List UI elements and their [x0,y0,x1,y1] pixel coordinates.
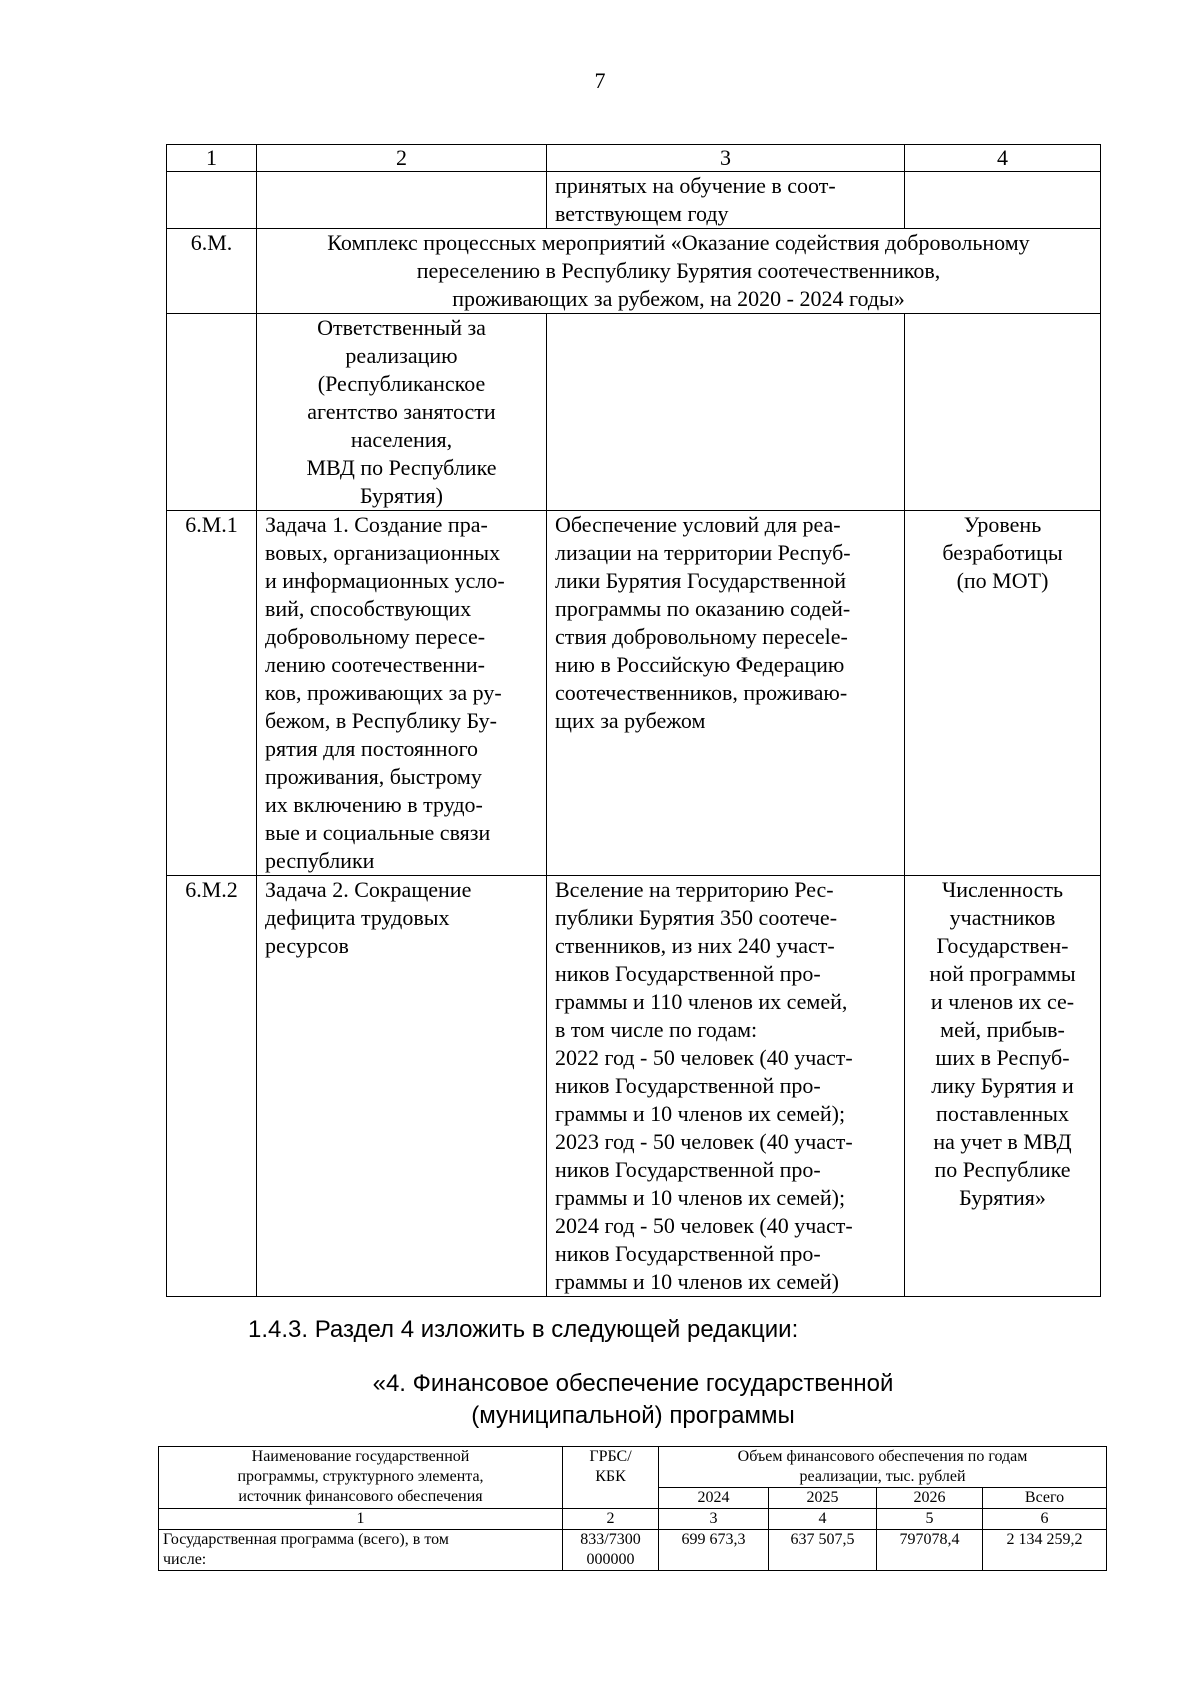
table-header-row [167,145,1101,172]
task-number: 6.М.2 [167,876,257,1297]
total-header-cell: Всего [983,1488,1107,1509]
responsible-text: Ответственный за реализацию (Республиканское агентство занятости населения, МВД по Республике Бурятия) [257,314,547,511]
header-cell: 2 [257,145,547,172]
year-cell: 2025 [769,1488,877,1509]
header-volume: Объем финансового обеспечения по годам реализации, тыс. рублей [659,1447,1107,1488]
table-row [167,876,1101,1297]
header-cell: 4 [905,145,1101,172]
table-header-row [159,1447,1107,1488]
measures-table [166,144,1101,1297]
section-number: 6.М. [167,229,257,314]
section-title: Комплекс процессных мероприятий «Оказание содействия добровольному переселению в Республику Бурятия соотечественников, проживающих за рубежом, на 2020 - 2024 годы» [257,229,1101,314]
program-name: Государственная программа (всего), в том числе: [159,1530,563,1571]
task-indicator: Численность участников Государствен- ной программы и членов их се- мей, прибыв- ших в Респуб- лику Бурятия и поставленных на учет в МВД по Республике Бурятия» [905,876,1101,1297]
task-result: Обеспечение условий для реа- лизации на территории Респуб- лики Бурятия Государственной программы по оказанию содей- ствия добровольному пересele- нию в Российскую Федерацию соотечественников, проживаю- щих за рубежом [547,511,905,876]
responsible-row [167,314,1101,511]
header-cell: 3 [547,145,905,172]
task-indicator: Уровень безработицы (по МОТ) [905,511,1101,876]
column-numbers-row: 1 2 3 4 5 6 [159,1509,1107,1530]
task-description: Задача 1. Создание пра- вовых, организационных и информационных усло- вий, способствующих добровольному пересе- лению соотечественни- ков, проживающих за ру- бежом, в Республику Бу- рятия для постоянного проживания, быстрому их включению в трудо- вые и социальные связи республики [257,511,547,876]
clause-text: 1.4.3. Раздел 4 изложить в следующей редакции: [248,1316,799,1343]
table-row [167,511,1101,876]
task-number: 6.М.1 [167,511,257,876]
header-cell: 1 [167,145,257,172]
year-cell: 2026 [877,1488,983,1509]
section-row [167,229,1101,314]
value-total: 2 134 259,2 [983,1530,1107,1571]
continuation-text: принятых на обучение в соот- ветствующем году [547,172,905,229]
program-code: 833/7300 000000 [563,1530,659,1571]
value-2024: 699 673,3 [659,1530,769,1571]
value-2026: 797078,4 [877,1530,983,1571]
year-cell: 2024 [659,1488,769,1509]
value-2025: 637 507,5 [769,1530,877,1571]
continuation-row [167,172,1101,229]
header-name: Наименование государственной программы, структурного элемента, источник финансового обеспечения [159,1447,563,1509]
page-number: 7 [594,68,606,93]
task-result: Вселение на территорию Рес- публики Бурятия 350 соотече- ственников, из них 240 участ- ников Государственной про- граммы и 110 членов их семей, в том числе по годам: 2022 год - 50 человек (40 участ- ников Государственной про- граммы и 10 членов их семей); 2023 год - 50 человек (40 участ- ников Государственной про- граммы и 10 членов их семей); 2024 год - 50 человек (40 участ- ников Государственной про- граммы и 10 членов их семей) [547,876,905,1297]
section-heading: «4. Финансовое обеспечение государственной (муниципальной) программы [372,1370,894,1429]
task-description: Задача 2. Сокращение дефицита трудовых ресурсов [257,876,547,1297]
finance-table [158,1446,1107,1571]
table-row [159,1530,1107,1571]
header-grbs: ГРБС/ КБК [563,1447,659,1509]
